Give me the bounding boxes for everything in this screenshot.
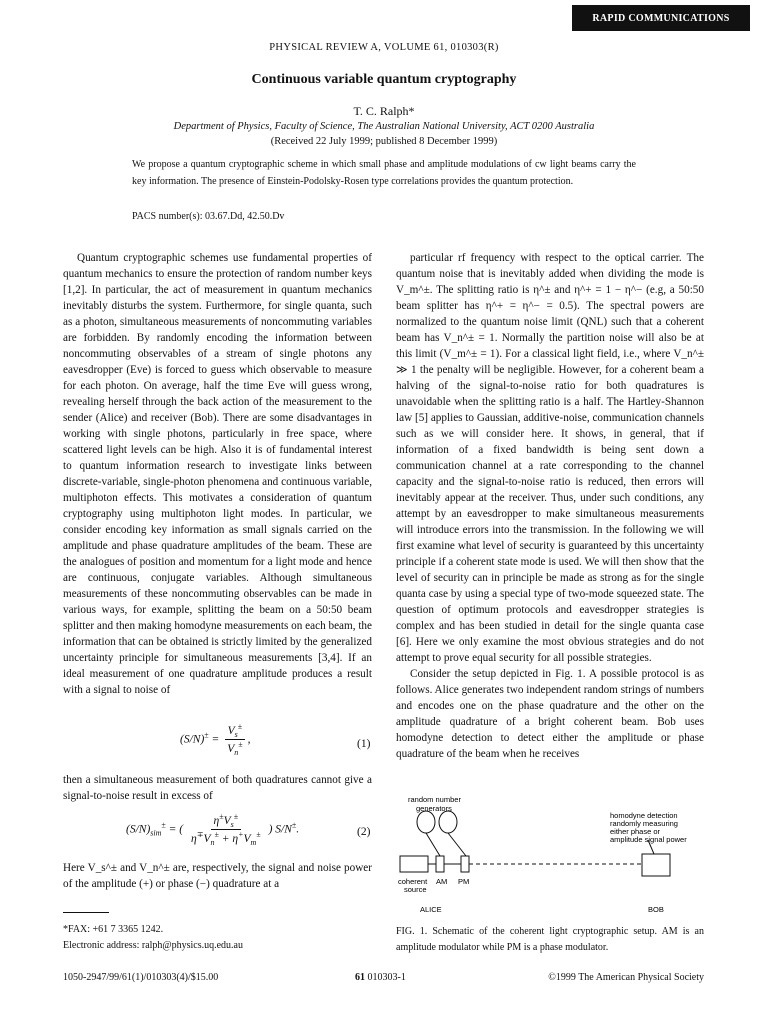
figure-label-alice: ALICE	[420, 905, 442, 914]
footer-copyright: ©1999 The American Physical Society	[548, 972, 704, 983]
footer-volume: 61	[355, 972, 365, 983]
right-column	[396, 250, 704, 780]
equation-2-number: (2)	[357, 826, 371, 838]
equation-1: (S/N)± = $\frac{V_s^\pm}{V_n^\pm}$ ,	[180, 722, 251, 758]
body-paragraph: particular rf frequency with respect to the optical carrier. The quantum noise that is inevitably added when dividing the mode is V_m^±. The splitting ratio is η^± and η^+ = 1 − η^− (e.g, a 50:50 beam splitter has η^+ = η^− = 0.5). The spectral powers are normalized to the quantum noise limit (QNL) such that a coherent beam has V_n^± = 1. Normally the partition noise will also be at this limit (V_m^± = 1). For a classical light field, i.e., where V_n^± ≫ 1 the penalty will be negligible. However, for a coherent beam a halving of the signal-to-noise ratio for both quadratures is unavoidable when the splitting ratio is a half. The Hartley-Shannon law [5] applies to Gaussian, additive-noise, communication channels such as we will consider here. It shows, in general, that if information of a fixed bandwidth is being sent down a communication channel at a rate corresponding to the channel capacity and the signal-to-noise ratio is reduced, then errors will inevitably appear at the receiver. Thus, under such conditions, any attempt by an eavesdropper to make simultaneous measurements will introduce errors into the transmission. In the following we will first examine what level of security is guaranteed by this uncertainty principle if a coherent state mode is used. We will then show that the level of security can in principle be made as strong as for the single quanta case by using a special type of two-mode squeezed state. The question of optimum protocols and eavesdropper strategies is complex and has been studied in detail for the single quanta case [6]. Here we only examine the most obvious strategies and do not attempt to prove equal security for all possible strategies.	[396, 252, 704, 664]
abstract: We propose a quantum cryptographic scheme in which small phase and amplitude modulations of cw light beams carry the key information. The presence of Einstein-Podolsky-Rosen type correlations provides the quantum protection.	[132, 159, 636, 187]
figure-label-bob: BOB	[648, 905, 664, 914]
equation-1-number: (1)	[357, 738, 371, 750]
footnote-email: Electronic address: ralph@physics.uq.edu.au	[63, 940, 243, 951]
figure-label-source2: source	[404, 885, 427, 894]
paper-title: Continuous variable quantum cryptography	[251, 72, 517, 87]
journal-line: PHYSICAL REVIEW A, VOLUME 61, 010303(R)	[269, 42, 499, 53]
figure-label-hd2: randomly measuring	[610, 819, 678, 828]
random-generator-2	[439, 811, 457, 833]
author: T. C. Ralph*	[353, 104, 415, 118]
am-modulator	[436, 856, 444, 872]
footnote-fax: *FAX: +61 7 3365 1242.	[63, 924, 164, 935]
pm-modulator	[461, 856, 469, 872]
footer-page-number: 010303-1	[367, 972, 406, 983]
homodyne-detector-box	[642, 854, 670, 876]
footnote-rule	[63, 912, 109, 913]
coherent-source-box	[400, 856, 428, 872]
footer-issn: 1050-2947/99/61(1)/010303(4)/$15.00	[63, 972, 219, 983]
figure-label-rng: random number	[408, 795, 461, 804]
figure-label-rng2: generators	[416, 804, 452, 813]
figure-label-hd4: amplitude signal power	[610, 835, 687, 844]
equation-2: $(S/N)_{sim}^\pm$ = ( $\frac{\eta^\pm V_s^\pm}{\eta^\mp V_n^\pm + \eta^+V_m^\pm}$ ) S/N±.	[126, 812, 300, 848]
body-paragraph: Quantum cryptographic schemes use fundamental properties of quantum mechanics to ensure the protection of random number keys [1,2]. In particular, the act of measurement in quantum mechanics inevitably disturbs the system. Furthermore, for single quanta, such as a photon, simultaneous measurements of noncommuting variables are forbidden. By randomly encoding the information between noncommuting observables of a stream of single photons any eavesdropper (Eve) is forced to guess which observable to measure for each photon. On average, half the time Eve will guess wrong, revealing herself through the back action of the measurement to the sender (Alice) and receiver (Bob). There are some disadvantages in working with single photons, particularly in free space, where scattered light levels can be high. Also it is of fundamental interest to quantum information research to investigate links between discrete-variable, single-photon phenomena and continuous variable, multiphoton effects. This motivates a consideration of quantum cryptography using multiphoton light modes. In particular, we consider encoding key information as small signals carried on the amplitude and phase quadrature amplitudes of the beam. These are the analogues of position and momentum for a light mode and hence are continuous, conjugate variables. Although simultaneous measurements of these noncommuting observables can be made in various ways, for example, splitting the beam on a 50:50 beam splitter and then making homodyne measurements on each beam, the information that can be obtained is strictly limited by the generalized uncertainty principle for simultaneous measurements [3,4]. If an ideal measurement of one quadrature amplitude produces a result with a signal to noise of	[63, 252, 372, 696]
body-paragraph: then a simultaneous measurement of both quadratures cannot give a signal-to-noise result in excess of	[63, 774, 372, 802]
received-dates: (Received 22 July 1999; published 8 December 1999)	[270, 136, 498, 147]
signal-line-pm	[448, 833, 466, 856]
figure-label-pm: PM	[458, 877, 470, 886]
figure-1-caption: FIG. 1. Schematic of the coherent light cryptographic setup. AM is an amplitude modulator while PM is a phase modulator.	[396, 926, 704, 953]
body-paragraph: Here V_s^± and V_n^± are, respectively, the signal and noise power of the amplitude (+) or phase (−) quadrature at a	[63, 862, 372, 890]
left-column	[63, 250, 372, 710]
figure-label-hd1: homodyne detection	[610, 811, 678, 820]
affiliation: Department of Physics, Faculty of Science, The Australian National University, ACT 0200 Australia	[173, 121, 595, 132]
random-generator-1	[417, 811, 435, 833]
signal-line-am	[426, 833, 440, 856]
pacs-numbers: PACS number(s): 03.67.Dd, 42.50.Dv	[132, 211, 285, 222]
body-paragraph: Consider the setup depicted in Fig. 1. A possible protocol is as follows. Alice generates two independent random strings of numbers and encodes one on the phase quadrature and the other on the amplitude quadrature of a bright coherent beam. Bob uses homodyne detection to detect either the amplitude or phase quadrature of the beam when he receives	[396, 668, 704, 760]
footer-page	[355, 972, 406, 983]
figure-1-schematic	[396, 792, 706, 916]
figure-label-am: AM	[436, 877, 448, 886]
figure-label-hd3: either phase or	[610, 827, 661, 836]
section-badge: RAPID COMMUNICATIONS	[572, 5, 750, 31]
figure-label-source1: coherent	[398, 877, 428, 886]
